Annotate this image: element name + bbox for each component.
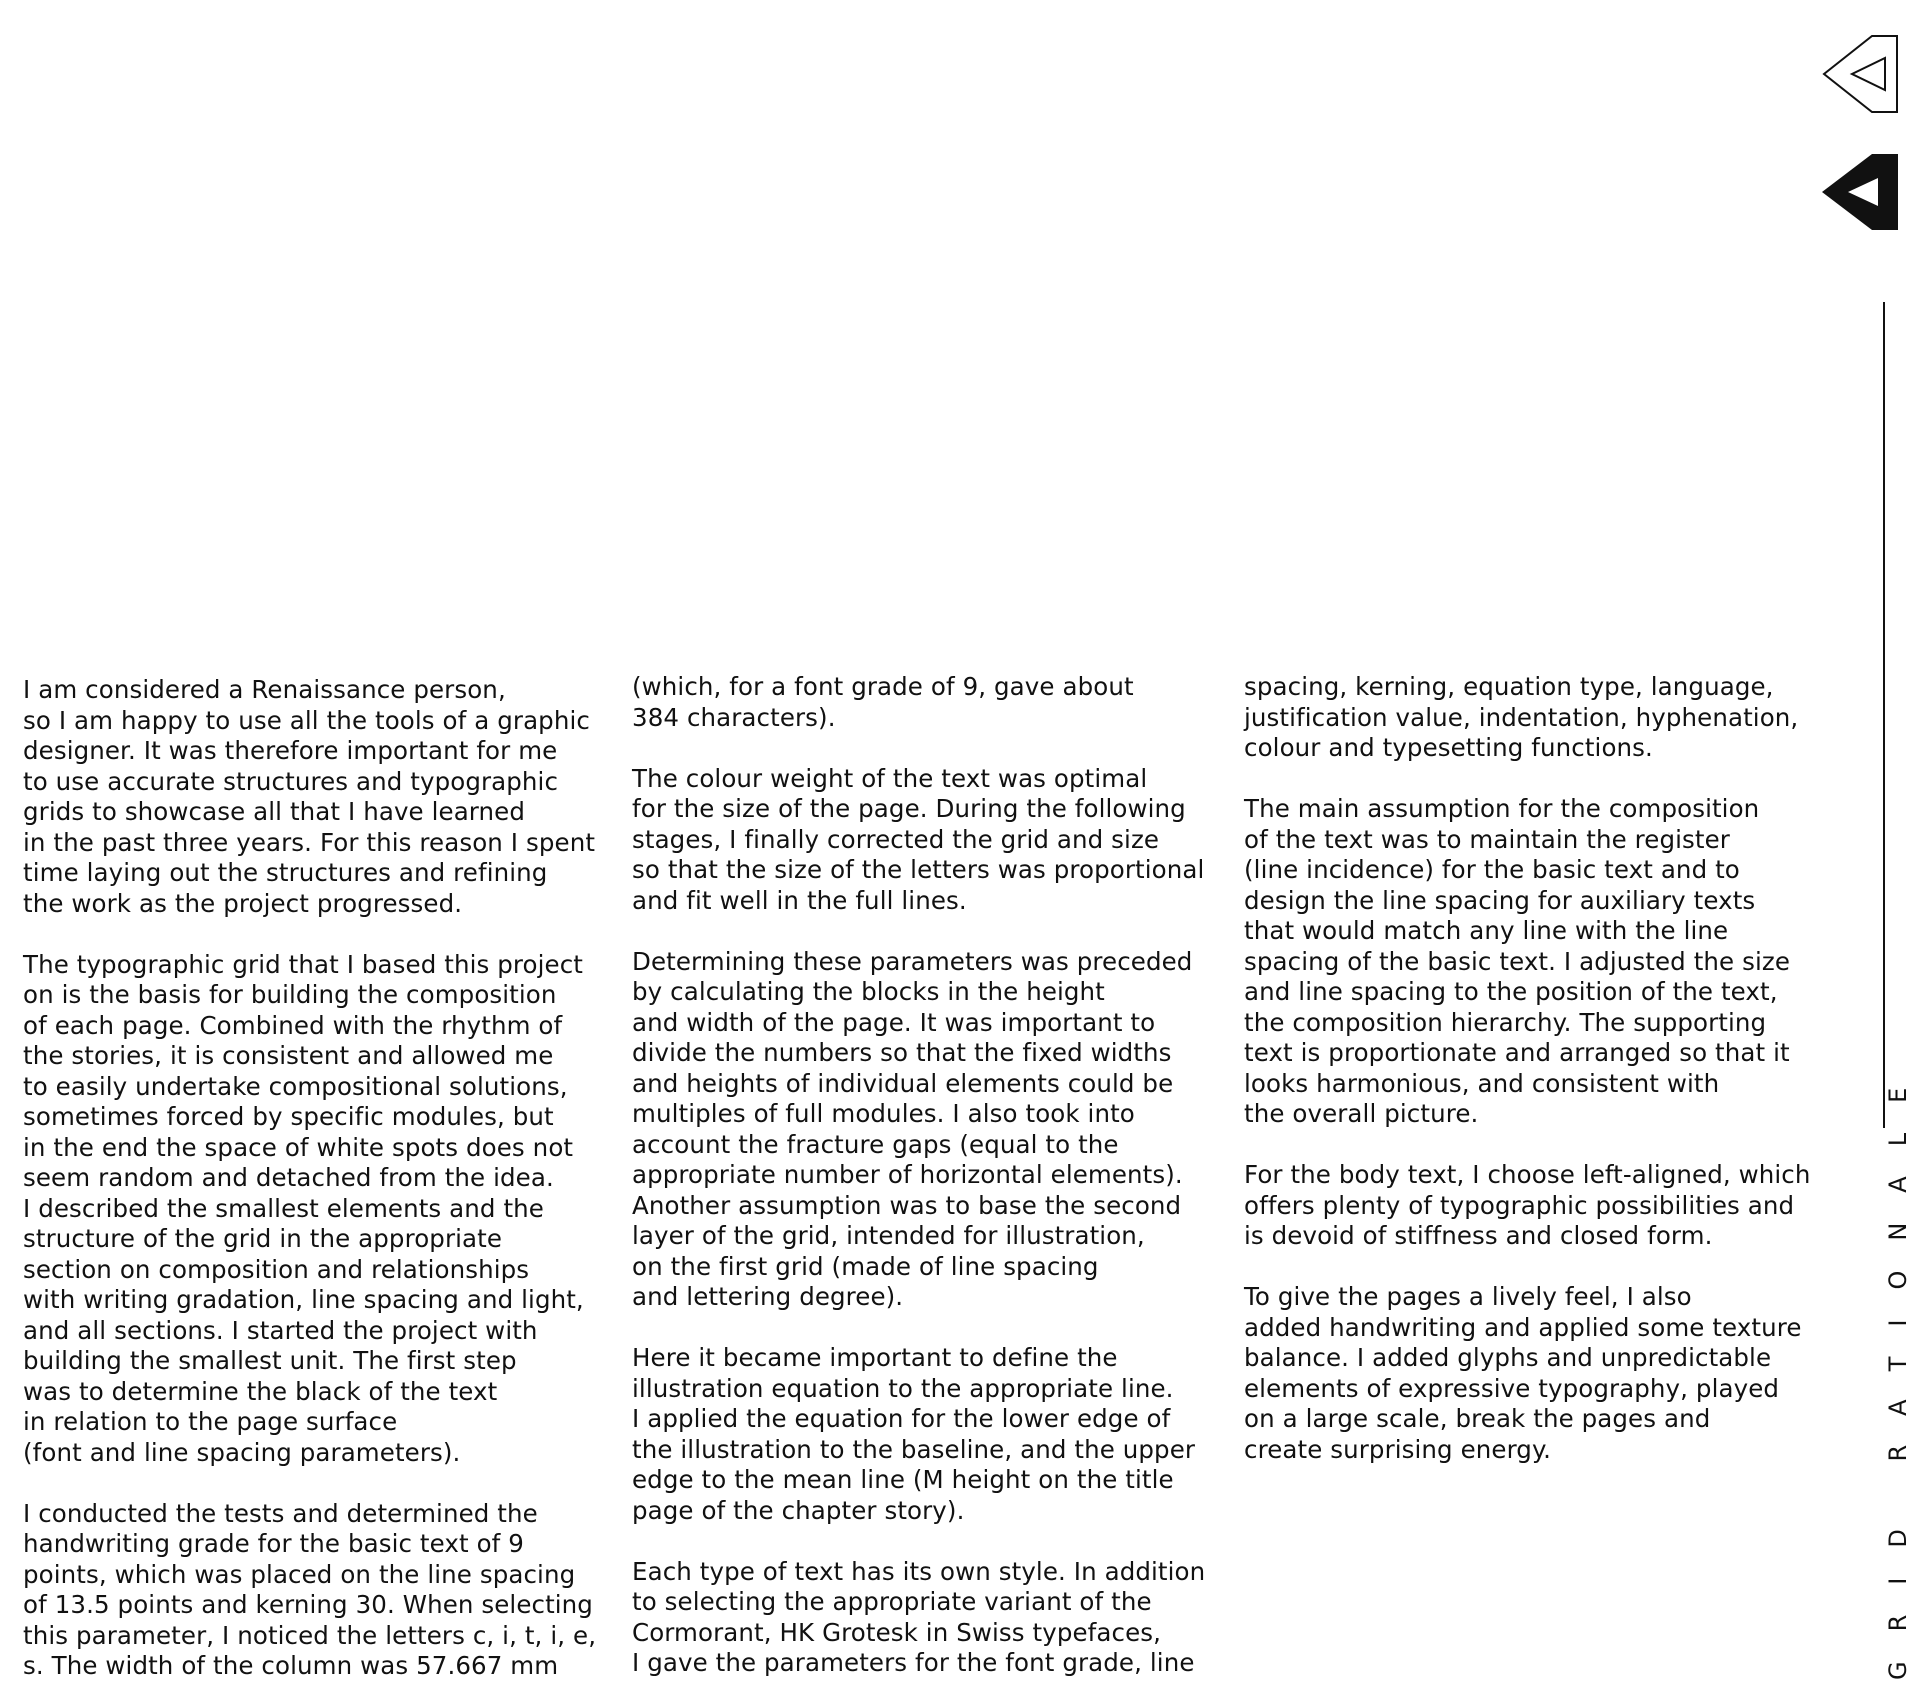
paragraph: The typographic grid that I based this project on is the basis for building the composition of each page. Combined with the rhythm of the stories, it is consistent and allowed me to easily undertake compositional solutions, sometimes forced by specific modules, but in the end the space of white spots does not seem random and detached from the idea. I described the smallest elements and the structure of the grid in the appropriate section on composition and relationships with writing gradation, line spacing and light, and all sections. I started the project with building the smallest unit. The first step was to determine the black of the text in relation to the page surface (font and line spacing parameters). bbox=[23, 949, 584, 1467]
section-title-vertical: GRID RATIONALE bbox=[1884, 1057, 1912, 1680]
paragraph: To give the pages a lively feel, I also added handwriting and applied some texture balance. I added glyphs and unpredictable elements of expressive typography, played on a large scale, break the pages and create surprising energy. bbox=[1244, 1282, 1802, 1464]
outline-triangle-icon bbox=[1820, 34, 1900, 114]
paragraph: Each type of text has its own style. In addition to selecting the appropriate variant of the Cormorant, HK Grotesk in Swiss typefaces, I gave the parameters for the font grade, line bbox=[632, 1556, 1206, 1677]
paragraph: I am considered a Renaissance person, so I am happy to use all the tools of a graphic designer. It was therefore important for me to use accurate structures and typographic grids to showcase all that I have learned in the past three years. For this reason I spent time laying out the structures and refining the work as the project progressed. bbox=[23, 675, 596, 918]
paragraph: The main assumption for the composition of the text was to maintain the register (line incidence) for the basic text and to design the line spacing for auxiliary texts that would match any line with the line spacing of the basic text. I adjusted the size and line spacing to the position of the text, the composition hierarchy. The supporting text is proportionate and arranged so that it looks harmonious, and consistent with the overall picture. bbox=[1244, 794, 1790, 1128]
paragraph: For the body text, I choose left-aligned, which offers plenty of typographic possibilities and is devoid of stiffness and closed form. bbox=[1244, 1160, 1811, 1250]
text-column-3 bbox=[1244, 672, 1844, 1465]
paragraph: Determining these parameters was preceded by calculating the blocks in the height and width of the page. It was important to divide the numbers so that the fixed widths and heights of individual elements could be multiples of full modules. I also took into account the fracture gaps (equal to the appropriate number of horizontal elements). Another assumption was to base the second layer of the grid, intended for illustration, on the first grid (made of line spacing and lettering degree). bbox=[632, 946, 1193, 1311]
text-column-1 bbox=[23, 675, 623, 1682]
paragraph: I conducted the tests and determined the handwriting grade for the basic text of 9 points, which was placed on the line spacing of 13.5 points and kerning 30. When selecting this parameter, I noticed the letters c, i, t, i, e, s. The width of the column was 57.667 mm bbox=[23, 1498, 597, 1680]
paragraph: spacing, kerning, equation type, language, justification value, indentation, hyphenation, colour and typesetting functions. bbox=[1244, 672, 1799, 762]
paragraph: The colour weight of the text was optimal for the size of the page. During the following stages, I finally corrected the grid and size so that the size of the letters was proportional and fit well in the full lines. bbox=[632, 763, 1205, 915]
paragraph: Here it became important to define the illustration equation to the appropriate line. I applied the equation for the lower edge of the illustration to the baseline, and the upper edge to the mean line (M height on the title page of the chapter story). bbox=[632, 1343, 1196, 1525]
text-column-2 bbox=[632, 672, 1232, 1679]
paragraph: (which, for a font grade of 9, gave about 384 characters). bbox=[632, 672, 1134, 732]
vertical-divider bbox=[1883, 302, 1885, 1128]
solid-triangle-icon bbox=[1820, 152, 1900, 232]
